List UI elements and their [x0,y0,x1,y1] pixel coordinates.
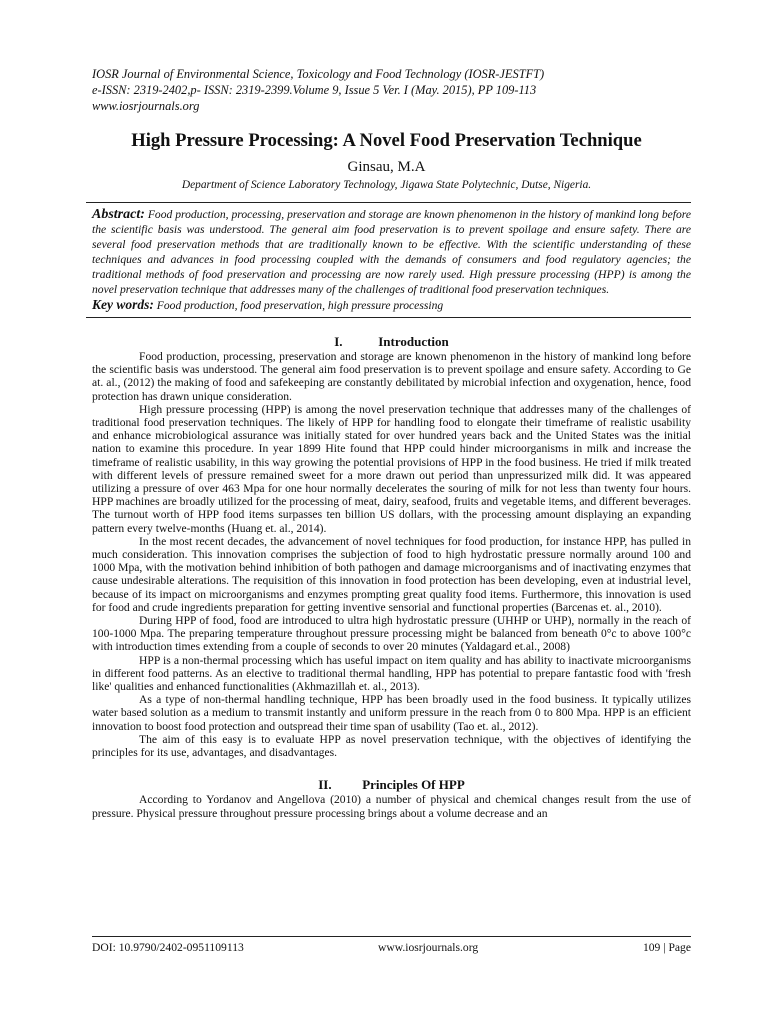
journal-website: www.iosrjournals.org [92,99,200,113]
section-title: Principles Of HPP [362,777,465,793]
body-paragraph: HPP is a non-thermal processing which has useful impact on item quality and has ability to inactivate microorganisms in different food patterns. As an elective to traditional thermal handling, HPP has potential to prepare fantastic food with 'fresh like' qualities and enhanced functionalities (Akhmazillah et. al., 2013). [92,653,691,694]
keywords-text: Food production, food preservation, high pressure processing [156,299,444,312]
section-title: Introduction [378,334,449,349]
body-paragraph: In the most recent decades, the advancement of novel techniques for food production, for instance HPP, has pulled in much consideration. This innovation comprises the subjection of food to high hydrostatic pressure normally around 100 and 1000 Mpa, with the motivation behind inhibition of both pathogen and damage microorganisms and of inactivating enzymes that cause undesirable alterations. The requisition of this innovation in food protection has been developing, even at industrial level, because of its impact on microorganisms and enzymes prompting great quality food items. Furthermore, this innovation is used for food and crude ingredients preparation for getting inventive sensorial and functional properties (Barcenas et. al., 2010). [92,534,691,614]
footer-website: www.iosrjournals.org [378,941,479,954]
section-heading-introduction [92,333,691,350]
section-number: II. [318,777,332,793]
page-footer [92,936,691,954]
abstract-label: Abstract: [92,207,145,222]
keywords [92,297,691,313]
issn-line: e-ISSN: 2319-2402,p- ISSN: 2319-2399.Volume 9, Issue 5 Ver. I (May. 2015), PP 109-113 [92,83,537,97]
divider [86,317,691,318]
journal-header [92,66,691,114]
affiliation: Department of Science Laboratory Technology, Jigawa State Polytechnic, Dutse, Nigeria. [181,179,592,191]
keywords-label: Key words: [92,297,154,312]
journal-name: IOSR Journal of Environmental Science, Toxicology and Food Technology (IOSR-JESTFT) [92,67,545,81]
section-number: I. [334,334,343,349]
abstract [92,207,691,297]
body-paragraph: The aim of this easy is to evaluate HPP as novel preservation technique, with the objectives of identifying the principles for its use, advantages, and disadvantages. [92,732,691,760]
footer-page-number: 109 | Page [642,941,691,954]
section-heading-principles [92,776,691,793]
abstract-text: Food production, processing, preservation and storage are known phenomenon in the history of mankind long before the scientific basis was understood. The general aim food preservation is to prevent spoilage and ensure safety. There are several food preservation methods that are traditionally known to be effective. With the scientific understanding of these techniques and advances in food processing coupled with the demands of consumers and food regulatory agencies; the traditional methods of food preservation and processing are now rarely used. High pressure processing (HPP) is among the novel preservation technique that addresses many of the challenges of traditional food preservation techniques. [92,208,692,296]
body-paragraph: As a type of non-thermal handling technique, HPP has been broadly used in the food business. It typically utilizes water based solution as a medium to transmit instantly and uniform pressure in the reach from 0 to 800 Mpa. HPP is an efficient innovation to boost food protection and outspread their time span of usability (Tao et. al., 2012). [92,693,691,733]
body-paragraph: High pressure processing (HPP) is among the novel preservation technique that addresses many of the challenges of traditional food preservation techniques. The likely of HPP for handling food to elongate their timeframe of realistic usability and enhance microbiological assurance was initially stated for over hundred years back and the United States was the initial nation to examine this procedure. In year 1899 Hite found that HPP could hinder microorganisms in milk and increase the timeframe of realistic usability, in this way growing the potential provisions of HPP in the food business. He tried if milk treated with different levels of pressure remained sweet for a more drawn out period than unpressurized milk did. It was appeared utilizing a pressure of over 463 Mpa for one hour normally decelerates the souring of milk for not less than twenty four hours. HPP machines are broadly utilized for the processing of meat, dairy, seafood, fruits and vegetable items, and different beverages. The turnout worth of HPP food items surpasses ten billion US dollars, with the processing amount displaying an expanding pattern every twelve-months (Huang et. al., 2014). [92,402,691,535]
body-paragraph: According to Yordanov and Angellova (2010) a number of physical and chemical changes result from the use of pressure. Physical pressure throughout pressure processing brings about a volume decrease and an [92,793,691,820]
paper-title: High Pressure Processing: A Novel Food Preservation Technique [131,130,642,151]
body-paragraph: Food production, processing, preservation and storage are known phenomenon in the history of mankind long before the scientific basis was understood. The general aim food preservation is to prevent spoilage and ensure safety. According to Ge at. al., (2012) the making of food and safekeeping are constantly debilitated by microbial infection and oxygenation, hence, food protection has drawn unique consideration. [92,350,691,403]
author: Ginsau, M.A [347,159,426,175]
divider [86,202,691,203]
body-paragraph: During HPP of food, food are introduced to ultra high hydrostatic pressure (UHHP or UHP), normally in the reach of 100-1000 Mpa. The preparing temperature throughout pressure processing might be balanced from beneath 0°c to above 100°c with introduction times extending from a couple of seconds to over 20 minutes (Yaldagard et.al., 2008) [92,614,691,654]
footer-doi: DOI: 10.9790/2402-0951109113 [92,941,244,954]
